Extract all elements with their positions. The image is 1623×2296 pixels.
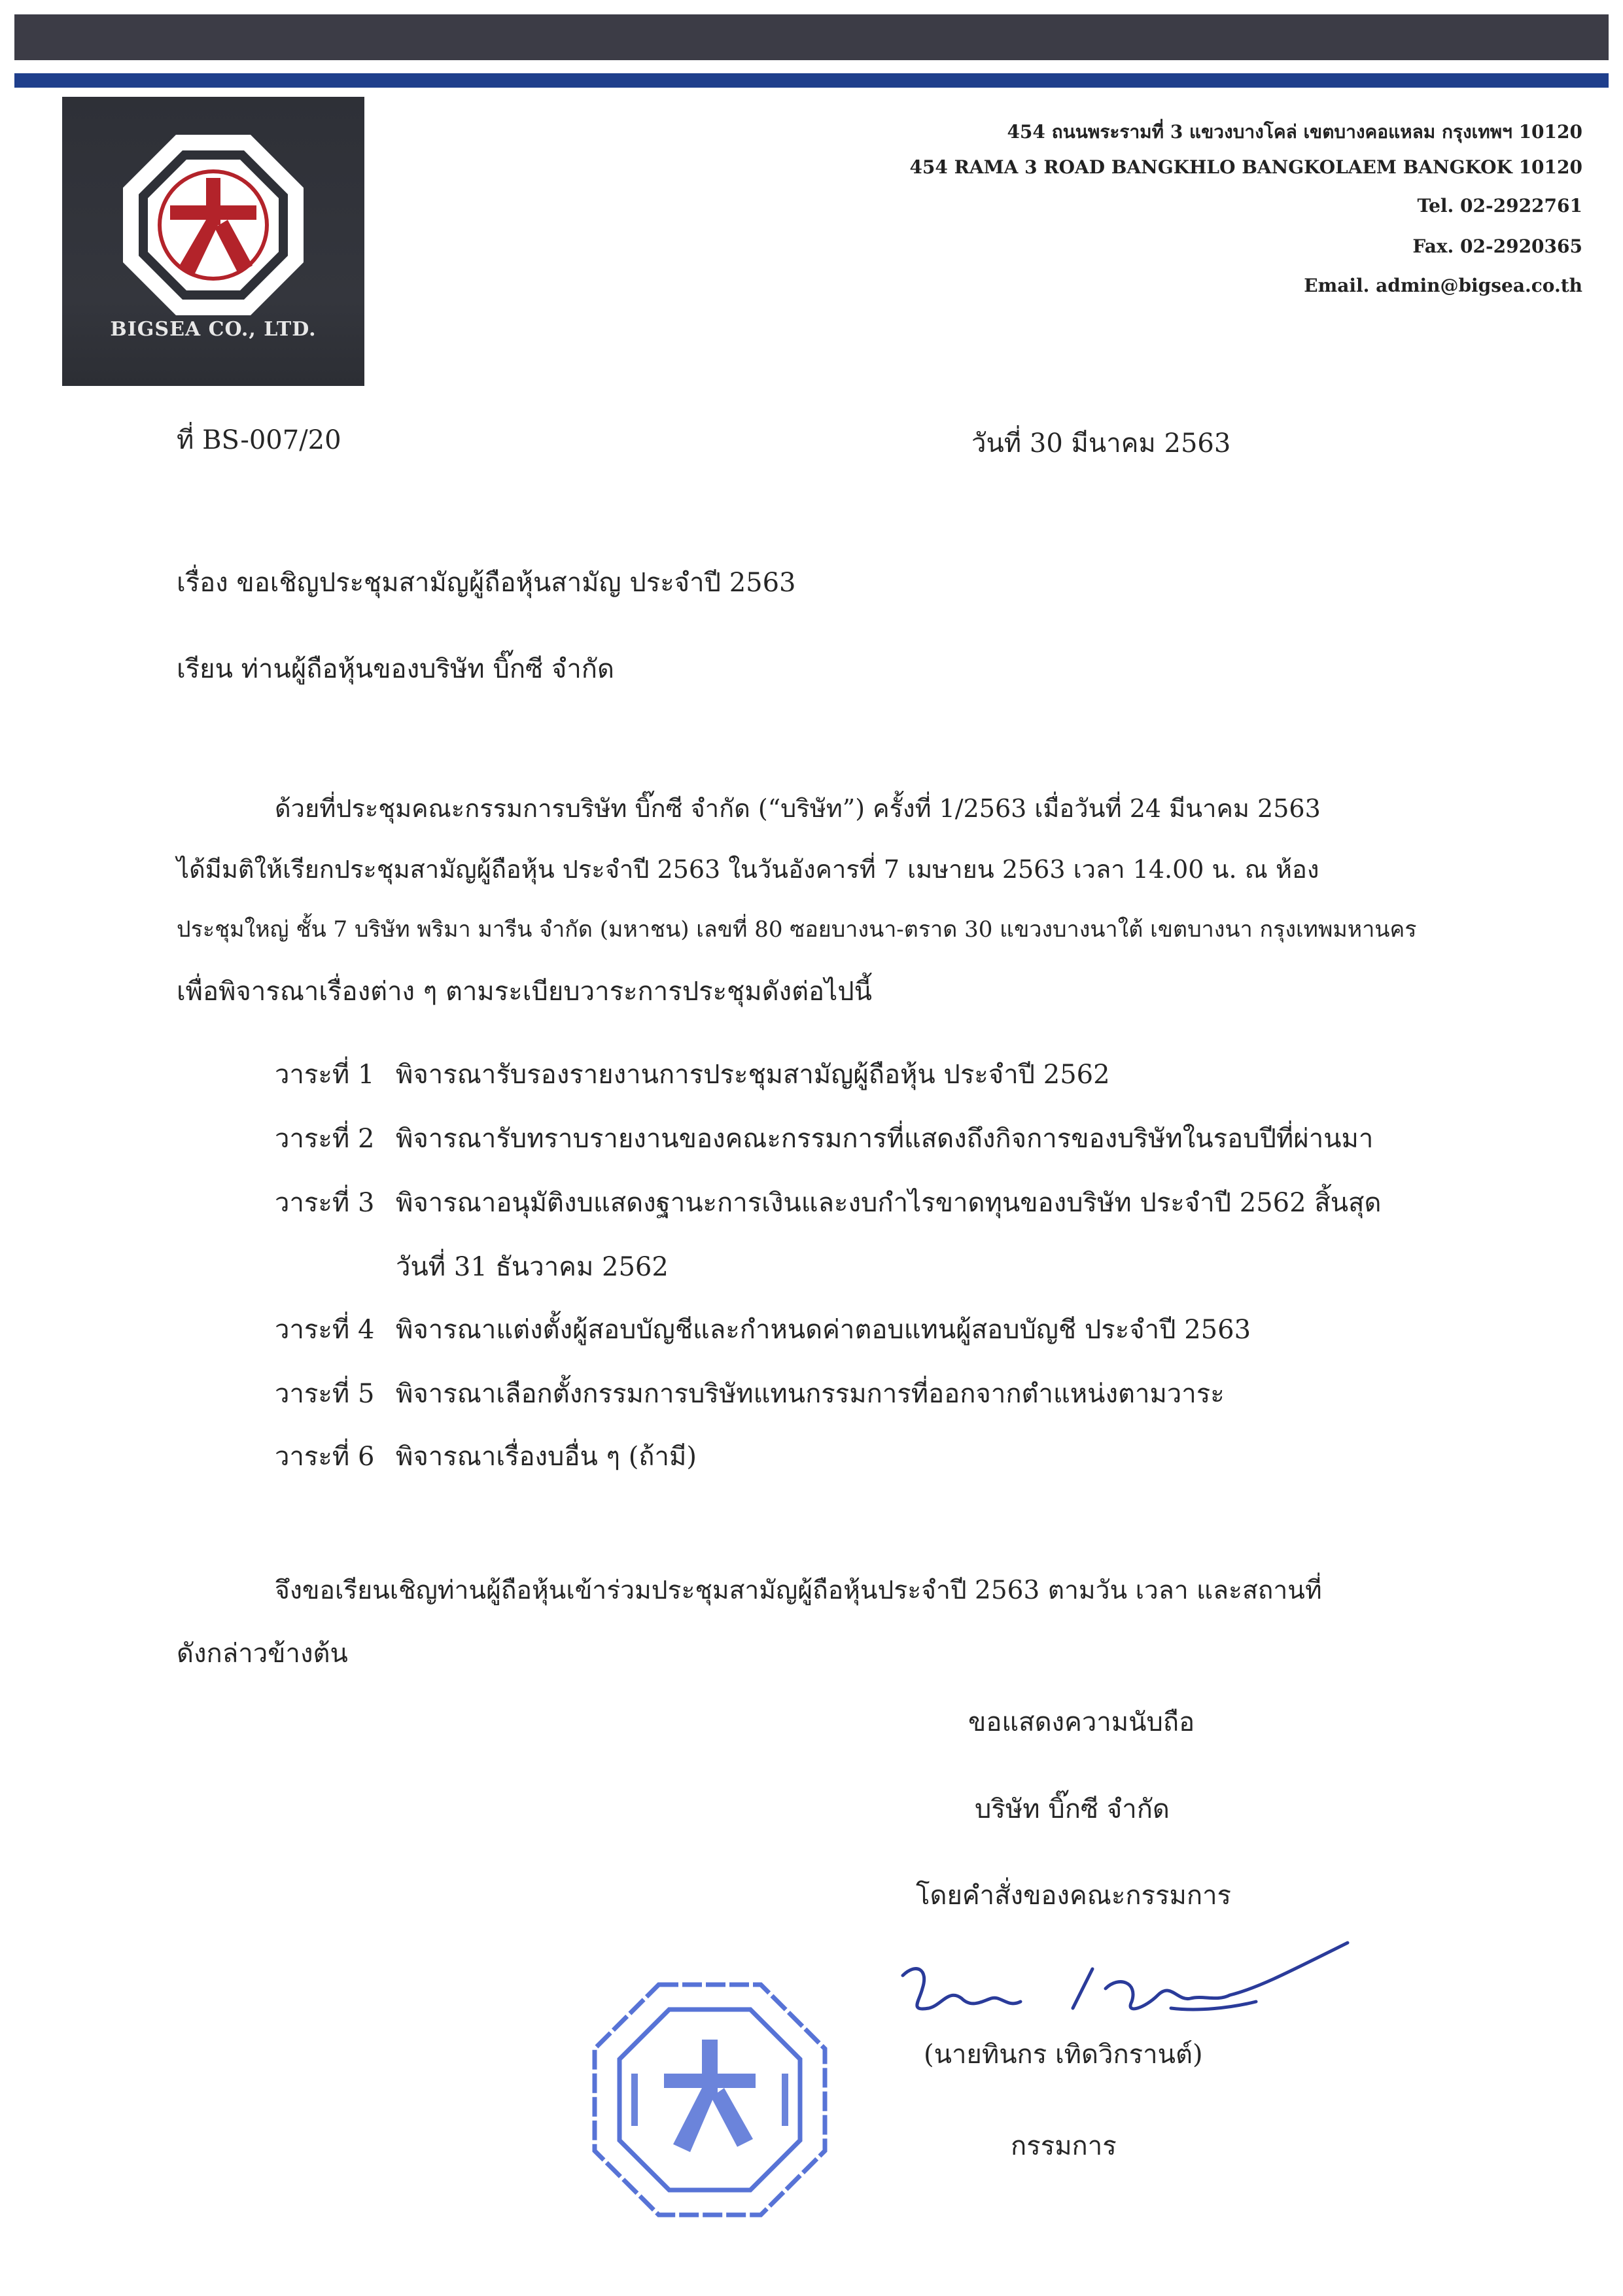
header-blue-bar (14, 73, 1609, 88)
intro-line: เพื่อพิจารณาเรื่องต่าง ๆ ตามระเบียบวาระการประชุมดังต่อไปนี้ (177, 977, 872, 1007)
company-logo (62, 97, 364, 386)
agenda-text: พิจารณารับทราบรายงานของคณะกรรมการที่แสดงถึงกิจการของบริษัทในรอบปีที่ผ่านมา (396, 1124, 1374, 1154)
agenda-text: พิจารณาแต่งตั้งผู้สอบบัญชีและกำหนดค่าตอบแทนผู้สอบบัญชี ประจำปี 2563 (396, 1315, 1251, 1345)
header-top-bar (14, 14, 1609, 60)
agenda-item (275, 1117, 1374, 1159)
agenda-item (275, 1435, 697, 1477)
telephone: Tel. 02-2922761 (1417, 195, 1582, 217)
email: Email. admin@bigsea.co.th (1304, 275, 1582, 296)
agenda-item (275, 1308, 1251, 1350)
subject: เรื่อง ขอเชิญประชุมสามัญผู้ถือหุ้นสามัญ ประจำปี 2563 (177, 568, 796, 598)
closing-line: ดังกล่าวข้างต้น (177, 1639, 348, 1669)
signer-title: กรรมการ (1011, 2131, 1117, 2161)
intro-line: ได้มีมติให้เรียกประชุมสามัญผู้ถือหุ้น ประจำปี 2563 ในวันอังคารที่ 7 เมษายน 2563 เวลา 14.00 น. ณ ห้อง (177, 855, 1319, 884)
agenda-text: พิจารณาอนุมัติงบแสดงฐานะการเงินและงบกำไรขาดทุนของบริษัท ประจำปี 2562 สิ้นสุด (396, 1188, 1382, 1218)
agenda-text-continued: วันที่ 31 ธันวาคม 2562 (396, 1252, 669, 1282)
company-stamp (585, 1975, 834, 2224)
agenda-label: วาระที่ 4 (275, 1315, 375, 1345)
address-english: 454 RAMA 3 ROAD BANGKHLO BANGKOLAEM BANGKOK 10120 (909, 156, 1582, 178)
logo-octagon-icon (123, 135, 304, 315)
agenda-label: วาระที่ 3 (275, 1188, 375, 1218)
agenda-item (275, 1181, 1382, 1282)
letter-date: วันที่ 30 มีนาคม 2563 (971, 428, 1231, 459)
reference-number: ที่ BS-007/20 (177, 425, 341, 455)
agenda-item (275, 1372, 1225, 1414)
company-name: BIGSEA CO., LTD. (110, 318, 317, 341)
closing-line: จึงขอเรียนเชิญท่านผู้ถือหุ้นเข้าร่วมประชุมสามัญผู้ถือหุ้นประจำปี 2563 ตามวัน เวลา และสถานที่ (275, 1576, 1322, 1605)
intro-line: ประชุมใหญ่ ชั้น 7 บริษัท พริมา มารีน จำกัด (มหาชน) เลขที่ 80 ซอยบางนา-ตราด 30 แขวงบางนาใต้ เขตบางนา กรุงเทพมหานคร (177, 916, 1417, 943)
regards: ขอแสดงความนับถือ (968, 1707, 1195, 1737)
fax: Fax. 02-2920365 (1412, 235, 1582, 257)
intro-line: ด้วยที่ประชุมคณะกรรมการบริษัท บิ๊กซี จำกัด (“บริษัท”) ครั้งที่ 1/2563 เมื่อวันที่ 24 มีนาคม 2563 (275, 794, 1321, 823)
signer-name: (นายทินกร เทิดวิกรานต์) (924, 2040, 1203, 2070)
agenda-label: วาระที่ 2 (275, 1124, 375, 1154)
agenda-text: พิจารณาเลือกตั้งกรรมการบริษัทแทนกรรมการที่ออกจากตำแหน่งตามวาระ (396, 1379, 1225, 1409)
sign-company: บริษัท บิ๊กซี จำกัด (975, 1794, 1170, 1824)
by-order: โดยคำสั่งของคณะกรรมการ (916, 1881, 1232, 1911)
address-thai: 454 ถนนพระรามที่ 3 แขวงบางโคล่ เขตบางคอแหลม กรุงเทพฯ 10120 (1007, 121, 1582, 143)
agenda-label: วาระที่ 6 (275, 1442, 375, 1472)
agenda-text: พิจารณาเรื่องบอื่น ๆ (ถ้ามี) (396, 1442, 697, 1472)
agenda-label: วาระที่ 1 (275, 1060, 375, 1090)
agenda-label: วาระที่ 5 (275, 1379, 375, 1409)
agenda-text: พิจารณารับรองรายงานการประชุมสามัญผู้ถือหุ้น ประจำปี 2562 (396, 1060, 1110, 1090)
recipient: เรียน ท่านผู้ถือหุ้นของบริษัท บิ๊กซี จำกัด (177, 654, 615, 684)
agenda-item (275, 1053, 1110, 1095)
